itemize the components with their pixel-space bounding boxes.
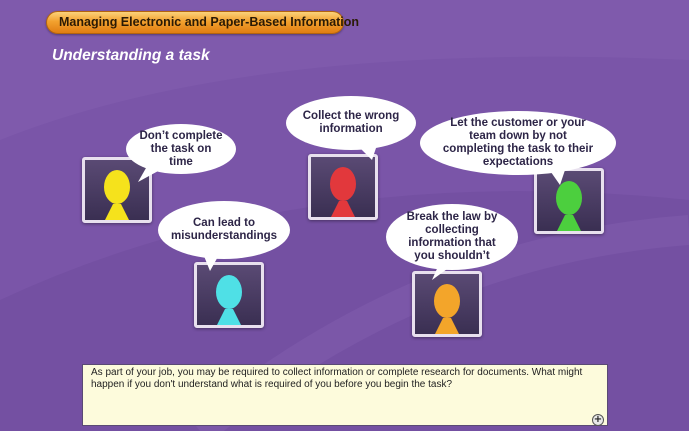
question-text: As part of your job, you may be required to collect information or complete research for documents. What might happen if you don't understand what is required of you before you begin the task? <box>91 367 583 390</box>
bubble-text: Don’t complete the task on time <box>139 129 223 168</box>
question-text-box <box>82 364 608 426</box>
page-title: Understanding a task <box>52 47 210 64</box>
person-card-red <box>308 154 378 220</box>
speech-bubble-let-down <box>420 111 616 175</box>
speech-bubble-misunderstand <box>158 201 290 259</box>
person-icon <box>537 171 601 231</box>
speech-bubble-break-law <box>386 204 518 270</box>
speech-bubble-wrong-info <box>286 96 416 150</box>
bubble-text: Break the law by collecting information that you shouldn’t <box>406 211 498 262</box>
person-card-orange <box>412 271 482 337</box>
module-title-bar <box>46 11 360 34</box>
person-icon <box>311 157 375 217</box>
module-title: Managing Electronic and Paper-Based Information <box>59 15 360 29</box>
person-icon <box>197 265 261 325</box>
bubble-text: Let the customer or your team down by not completing the task to their expectations <box>442 117 594 168</box>
bubble-text: Can lead to misunderstandings <box>170 217 278 242</box>
expand-plus-icon[interactable]: + <box>593 414 603 425</box>
person-card-cyan <box>194 262 264 328</box>
bubble-text: Collect the wrong information <box>302 110 400 135</box>
person-card-green <box>534 168 604 234</box>
person-icon <box>415 274 479 334</box>
speech-bubble-late <box>126 124 236 174</box>
